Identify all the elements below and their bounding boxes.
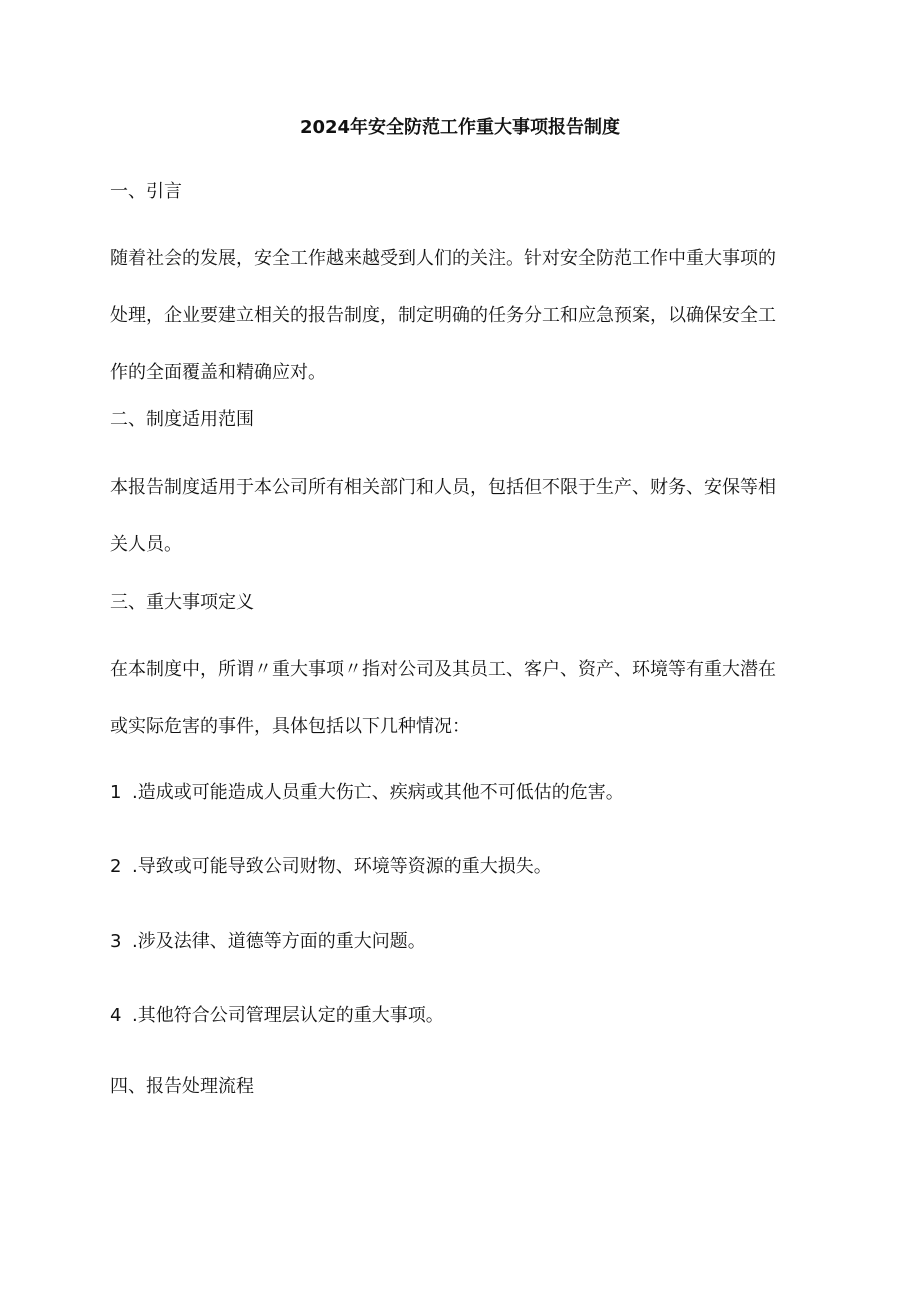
paragraph-line: 处理，企业要建立相关的报告制度，制定明确的任务分工和应急预案，以确保安全工 (110, 305, 776, 326)
list-item (110, 930, 810, 954)
list-item-number: 4 (110, 1005, 122, 1026)
section-heading-definition: 三、重大事项定义 (110, 592, 254, 613)
paragraph-line: 本报告制度适用于本公司所有相关部门和人员，包括但不限于生产、财务、安保等相 (110, 477, 776, 498)
section-heading-intro: 一、引言 (110, 181, 182, 202)
paragraph-intro (110, 230, 810, 401)
list-item-text: .其他符合公司管理层认定的重大事项。 (132, 1005, 444, 1026)
list-item-number: 2 (110, 856, 122, 877)
list-item-number: 3 (110, 931, 122, 952)
section-heading-process: 四、报告处理流程 (110, 1076, 254, 1097)
paragraph-line: 作的全面覆盖和精确应对。 (110, 362, 326, 383)
paragraph-line: 随着社会的发展，安全工作越来越受到人们的关注。针对安全防范工作中重大事项的 (110, 248, 776, 269)
paragraph-scope (110, 459, 810, 573)
document-title: 2024年安全防范工作重大事项报告制度 (299, 117, 621, 138)
list-item-text: .造成或可能造成人员重大伤亡、疾病或其他不可低估的危害。 (132, 782, 624, 803)
paragraph-line: 在本制度中，所谓〃重大事项〃指对公司及其员工、客户、资产、环境等有重大潜在 (110, 659, 776, 680)
paragraph-line: 或实际危害的事件，具体包括以下几种情况： (110, 716, 470, 737)
paragraph-line: 关人员。 (110, 534, 182, 555)
list-item-text: .导致或可能导致公司财物、环境等资源的重大损失。 (132, 856, 552, 877)
paragraph-definition (110, 641, 810, 755)
section-heading-scope: 二、制度适用范围 (110, 409, 254, 430)
list-item (110, 781, 810, 805)
list-item (110, 1004, 810, 1028)
list-item (110, 855, 810, 879)
list-item-text: .涉及法律、道德等方面的重大问题。 (132, 931, 426, 952)
list-item-number: 1 (110, 782, 122, 803)
